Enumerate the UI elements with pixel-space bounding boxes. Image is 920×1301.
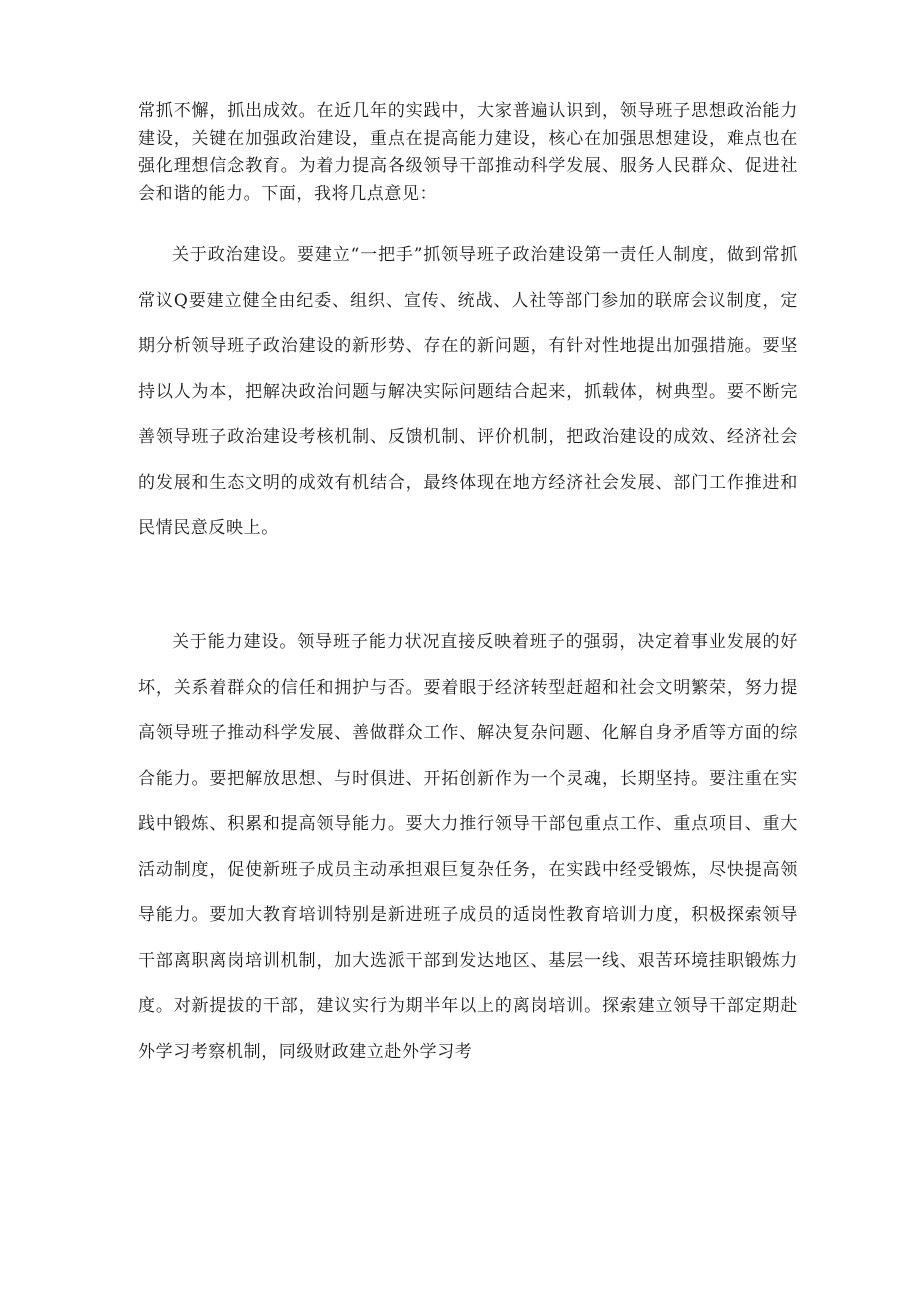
paragraph-capacity-construction: 关于能力建设。领导班子能力状况直接反映着班子的强弱，决定着事业发展的好坏，关系着群众的信任和拥护与否。要着眼于经济转型赶超和社会文明繁荣，努力提高领导班子推动科学发展、善做群众工作、解决复杂问题、化解自身矛盾等方面的综合能力。要把解放思想、与时俱进、开拓创新作为一个灵魂，长期坚持。要注重在实践中锻炼、积累和提高领导能力。要大力推行领导干部包重点工作、重点项目、重大活动制度，促使新班子成员主动承担艰巨复杂任务，在实践中经受锻炼，尽快提高领导能力。要加大教育培训特别是新进班子成员的适岗性教育培训力度，积极探索领导干部离职离岗培训机制，加大选派干部到发达地区、基层一线、艰苦环境挂职锻炼力度。对新提拔的干部，建议实行为期半年以上的离岗培训。探索建立领导干部定期赴外学习考察机制，同级财政建立赴外学习考 <box>138 632 798 1062</box>
paragraph-intro: 常抓不懈，抓出成效。在近几年的实践中，大家普遍认识到，领导班子思想政治能力建设，关键在加强政治建设，重点在提高能力建设，核心在加强思想建设，难点也在强化理想信念教育。为着力提高各级领导干部推动科学发展、服务人民群众、促进社会和谐的能力。下面，我将几点意见： <box>138 101 798 204</box>
paragraph-political-construction: 关于政治建设。要建立“一把手”抓领导班子政治建设第一责任人制度，做到常抓常议Q要建立健全由纪委、组织、宣传、统战、人社等部门参加的联席会议制度，定期分析领导班子政治建设的新形势、存在的新问题，有针对性地提出加强措施。要坚持以人为本，把解决政治问题与解决实际问题结合起来，抓载体，树典型。要不断完善领导班子政治建设考核机制、反馈机制、评价机制，把政治建设的成效、经济社会的发展和生态文明的成效有机结合，最终体现在地方经济社会发展、部门工作推进和民情民意反映上。 <box>138 245 798 538</box>
